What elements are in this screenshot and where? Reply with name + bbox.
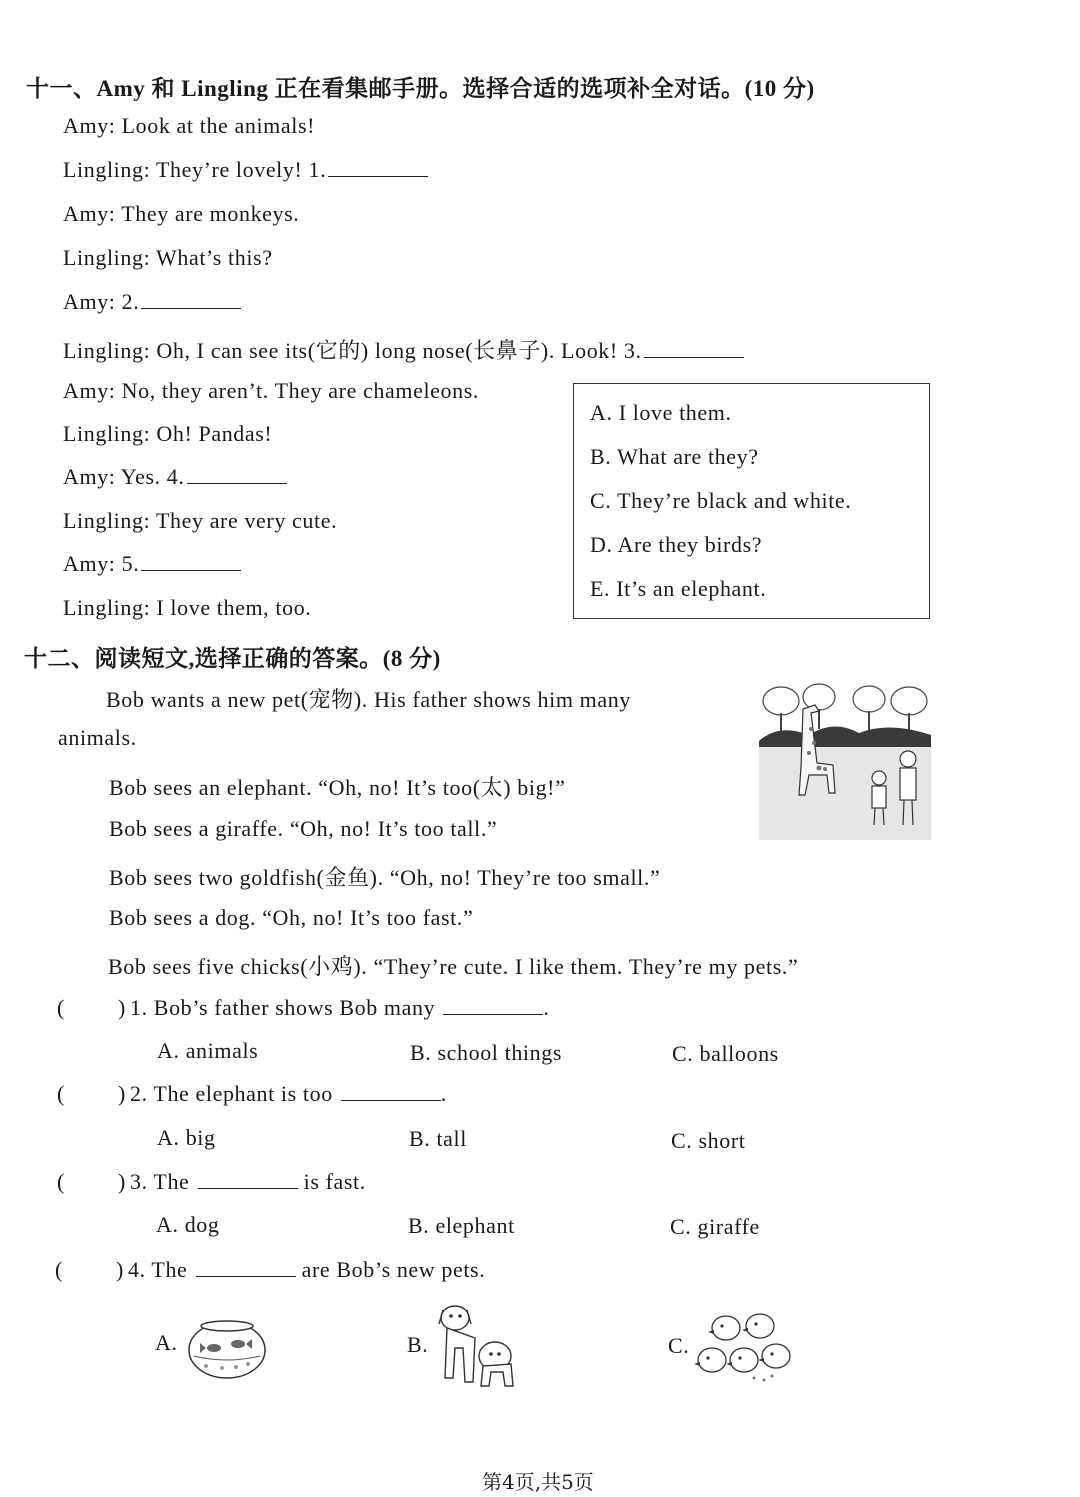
passage-line-7: Bob sees five chicks(小鸡). “They’re cute. I like them. They’re my pets.”	[108, 954, 799, 979]
page-number: 第4页,共5页	[482, 1470, 594, 1494]
dialogue-line-1: Amy: Look at the animals!	[63, 113, 316, 138]
question-4-option-c: C.	[668, 1333, 690, 1358]
answer-paren-open-1[interactable]: (	[57, 995, 65, 1020]
section-11-title: 十一、Amy 和 Lingling 正在看集邮手册。选择合适的选项补全对话。(10 分)	[26, 76, 815, 101]
chicks-icon	[694, 1308, 800, 1384]
dialogue-line-3: Amy: They are monkeys.	[63, 201, 300, 226]
option-d: D. Are they birds?	[590, 532, 763, 557]
question-1-option-c: C. balloons	[672, 1041, 779, 1066]
answer-blank-1[interactable]	[328, 158, 428, 177]
dialogue-line-2: Lingling: They’re lovely! 1.	[63, 157, 428, 183]
question-4-text: 4. The are Bob’s new pets.	[128, 1257, 486, 1282]
zoo-scene-illustration	[759, 683, 931, 840]
dialogue-line-6: Lingling: Oh, I can see its(它的) long nose(长鼻子). Look! 3.	[63, 334, 744, 365]
dialogue-line-8: Lingling: Oh! Pandas!	[63, 421, 273, 446]
question-4-blank	[196, 1258, 296, 1277]
section-12-title: 十二、阅读短文,选择正确的答案。(8 分)	[24, 646, 441, 671]
answer-blank-2[interactable]	[141, 290, 241, 309]
passage-line-6: Bob sees a dog. “Oh, no! It’s too fast.”	[109, 905, 474, 930]
answer-paren-close-4: )	[116, 1257, 124, 1282]
goldfish-bowl-icon	[186, 1312, 268, 1380]
question-1-blank	[443, 996, 543, 1015]
dialogue-line-7: Amy: No, they aren’t. They are chameleons.	[63, 378, 479, 403]
option-e: E. It’s an elephant.	[590, 576, 767, 601]
passage-line-3: Bob sees an elephant. “Oh, no! It’s too(太) big!”	[109, 775, 566, 800]
question-2-blank	[341, 1082, 441, 1101]
question-1-text: 1. Bob’s father shows Bob many .	[130, 995, 550, 1020]
question-3-blank	[198, 1170, 298, 1189]
question-4-option-a: A.	[155, 1330, 178, 1355]
option-a: A. I love them.	[590, 400, 732, 425]
answer-blank-3[interactable]	[644, 339, 744, 358]
answer-blank-5[interactable]	[141, 552, 241, 571]
dialogue-line-9: Amy: Yes. 4.	[63, 464, 287, 490]
question-2-text: 2. The elephant is too .	[130, 1081, 448, 1106]
question-2-option-b: B. tall	[409, 1126, 467, 1151]
passage-line-4: Bob sees a giraffe. “Oh, no! It’s too tall.”	[109, 816, 498, 841]
question-1-option-b: B. school things	[410, 1040, 562, 1065]
answer-paren-open-3[interactable]: (	[57, 1169, 65, 1194]
question-3-option-a: A. dog	[156, 1212, 220, 1237]
passage-line-5: Bob sees two goldfish(金鱼). “Oh, no! They’re too small.”	[109, 865, 661, 890]
passage-line-2: animals.	[58, 725, 137, 750]
answer-paren-close-1: )	[118, 995, 126, 1020]
question-3-text: 3. The is fast.	[130, 1169, 366, 1194]
option-c: C. They’re black and white.	[590, 488, 852, 513]
dialogue-line-11: Amy: 5.	[63, 551, 241, 577]
dialogue-line-5: Amy: 2.	[63, 289, 241, 315]
question-2-option-c: C. short	[671, 1128, 746, 1153]
question-3-option-c: C. giraffe	[670, 1214, 760, 1239]
answer-paren-close-3: )	[118, 1169, 126, 1194]
dogs-icon	[433, 1298, 523, 1390]
option-b: B. What are they?	[590, 444, 759, 469]
dialogue-line-12: Lingling: I love them, too.	[63, 595, 312, 620]
answer-paren-open-2[interactable]: (	[57, 1081, 65, 1106]
question-2-option-a: A. big	[157, 1125, 216, 1150]
question-4-option-b: B.	[407, 1332, 429, 1357]
answer-blank-4[interactable]	[187, 465, 287, 484]
passage-line-1: Bob wants a new pet(宠物). His father shows him many	[106, 687, 631, 712]
options-box	[573, 383, 930, 619]
dialogue-line-4: Lingling: What’s this?	[63, 245, 273, 270]
answer-paren-close-2: )	[118, 1081, 126, 1106]
question-3-option-b: B. elephant	[408, 1213, 515, 1238]
answer-paren-open-4[interactable]: (	[55, 1257, 63, 1282]
dialogue-line-10: Lingling: They are very cute.	[63, 508, 338, 533]
question-1-option-a: A. animals	[157, 1038, 259, 1063]
